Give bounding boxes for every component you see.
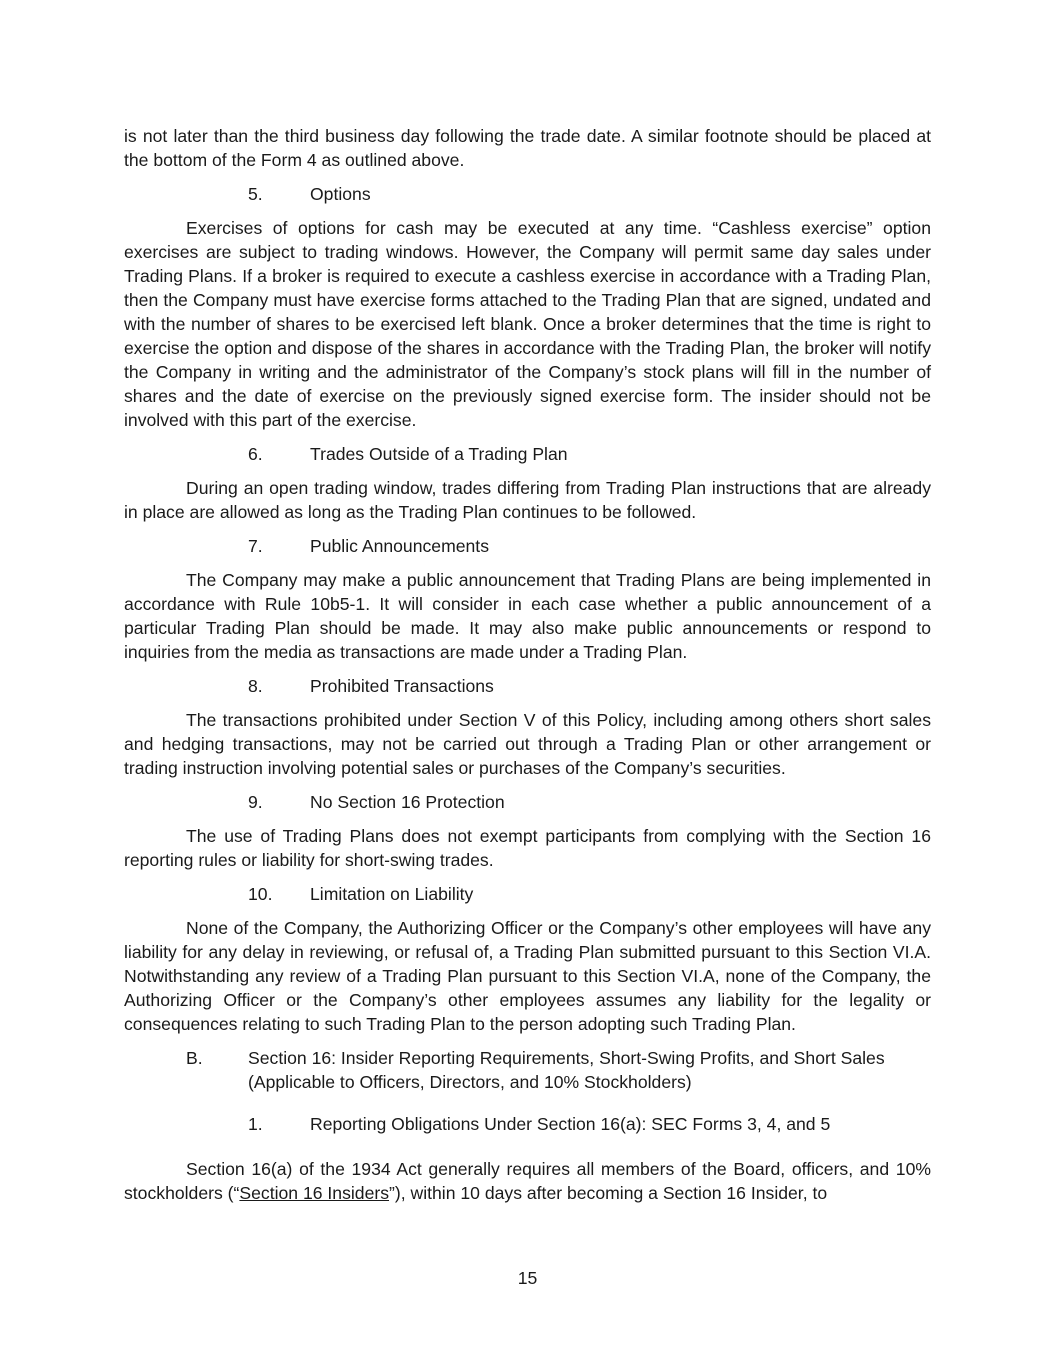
section-title: Limitation on Liability [310,884,474,904]
section-title: Trades Outside of a Trading Plan [310,444,568,464]
intro-paragraph: is not later than the third business day following the trade date. A similar footnote should be placed at the bottom of the Form 4 as outlined above. [124,126,931,170]
section-number: 1. [248,1114,263,1134]
section-b-title: Section 16: Insider Reporting Requirements, Short-Swing Profits, and Short Sales (Applicable to Officers, Directors, and 10% Stockholders) [248,1048,885,1092]
document-page [124,124,931,1205]
section-number: 6. [248,444,263,464]
section-8-body: The transactions prohibited under Section V of this Policy, including among others short sales and hedging transactions, may not be carried out through a Trading Plan or other arrangement or trading instruction involving potential sales or purchases of the Company’s securities. [124,710,931,778]
section-number: 9. [248,792,263,812]
section-b-heading [124,1046,931,1094]
section-6-heading [124,442,931,466]
section-title: Options [310,184,371,204]
section-title: Public Announcements [310,536,489,556]
section-title: No Section 16 Protection [310,792,505,812]
section-5-body: Exercises of options for cash may be executed at any time. “Cashless exercise” option exercises are subject to trading windows. However, the Company will permit same day sales under Trading Plans. If a broker is required to execute a cashless exercise in accordance with a Trading Plan, then the Company must have exercise forms attached to the Trading Plan that are signed, undated and with the number of shares to be exercised left blank. Once a broker determines that the time is right to exercise the option and dispose of the shares in accordance with the Trading Plan, the broker will notify the Company in writing and the administrator of the Company’s stock plans will fill in the number of shares and the date of exercise on the previously signed exercise form. The insider should not be involved with this part of the exercise. [124,218,931,430]
page-number: 15 [517,1268,538,1288]
section-7-body: The Company may make a public announcement that Trading Plans are being implemented in accordance with Rule 10b5-1. It will consider in each case whether a public announcement of a particular Trading Plan should be made. It may also make public announcements or respond to inquiries from the media as transactions are made under a Trading Plan. [124,570,931,662]
defined-term: Section 16 Insiders [239,1183,390,1203]
body-text-after: ”), within 10 days after becoming a Section 16 Insider, to [389,1183,828,1203]
section-5-heading [124,182,931,206]
section-10-heading [124,882,931,906]
section-9-heading [124,790,931,814]
section-title: Prohibited Transactions [310,676,494,696]
section-7-heading [124,534,931,558]
section-number: 7. [248,536,263,556]
section-title: Reporting Obligations Under Section 16(a): SEC Forms 3, 4, and 5 [310,1114,831,1134]
section-number: 5. [248,184,263,204]
section-9-body: The use of Trading Plans does not exempt participants from complying with the Section 16 reporting rules or liability for short-swing trades. [124,826,931,870]
section-6-body: During an open trading window, trades differing from Trading Plan instructions that are already in place are allowed as long as the Trading Plan continues to be followed. [124,478,931,522]
body-text-before: Section 16(a) of the 1934 Act generally requires all members of the Board, officers, and 10% stockholders (“ [124,1159,931,1203]
section-number: 10. [248,884,273,904]
section-8-heading [124,674,931,698]
section-10-body: None of the Company, the Authorizing Officer or the Company’s other employees will have any liability for any delay in reviewing, or refusal of, a Trading Plan submitted pursuant to this Section VI.A. Notwithstanding any review of a Trading Plan pursuant to this Section VI.A, none of the Company, the Authorizing Officer or the Company’s other employees assumes any liability for the legality or consequences relating to such Trading Plan to the person adopting such Trading Plan. [124,918,931,1034]
section-letter: B. [186,1048,203,1068]
section-number: 8. [248,676,263,696]
section-b-1-body [124,1157,931,1205]
section-b-1-heading [124,1112,931,1136]
